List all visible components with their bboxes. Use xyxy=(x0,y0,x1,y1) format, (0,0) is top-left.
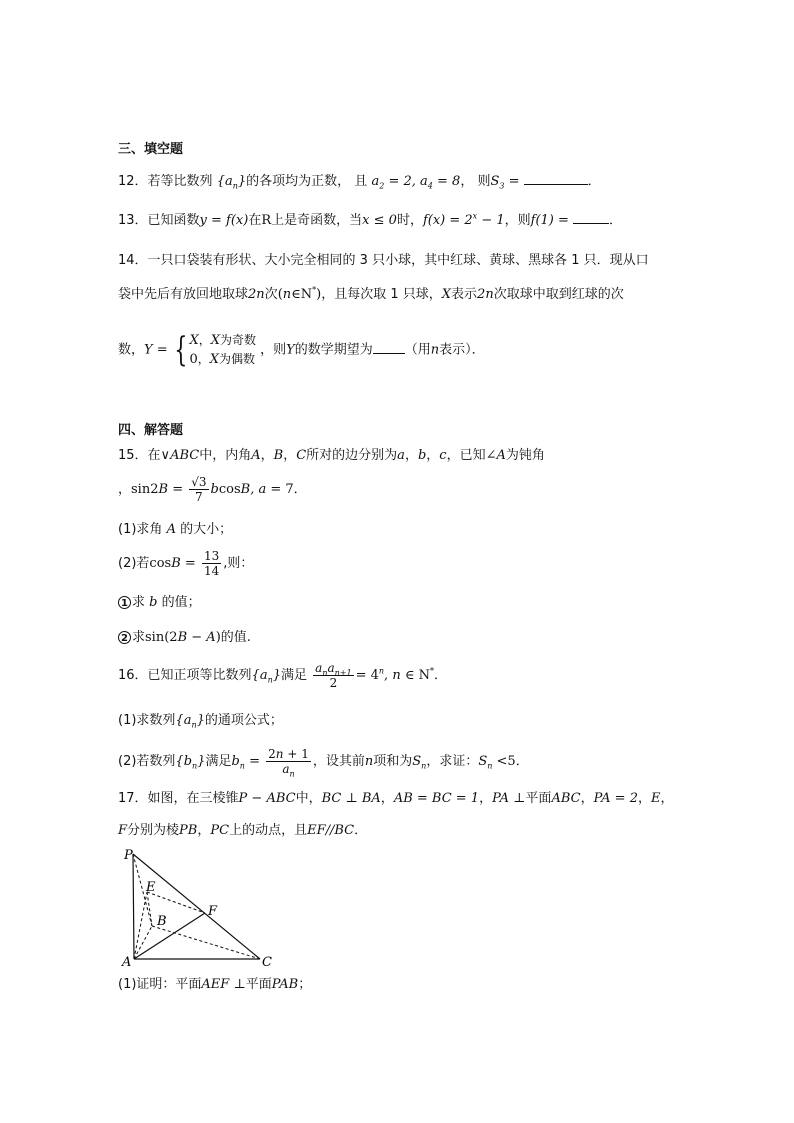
edge-AE xyxy=(134,892,147,959)
question-15-line1: 15．在∨ABC中，内角A，B，C所对的边分别为a，b，c，已知∠A为钝角 xyxy=(118,448,545,463)
question-12: 12．若等比数列 $\{a_n\}$的各项均为正数， 且 $a_2 = 2$, $a_4 = 8$， 则$S_3$ = ． xyxy=(118,174,601,191)
question-15-part1: (1)求角 A 的大小； xyxy=(118,522,233,537)
label-C: C xyxy=(262,955,272,970)
question-17-part1: (1)证明：平面AEF ⊥平面PAB； xyxy=(118,977,312,992)
label-P: P xyxy=(124,848,133,863)
edge-AF xyxy=(134,913,205,959)
answer-blank xyxy=(373,341,405,354)
circled-two-icon: 2 xyxy=(118,631,131,644)
question-15-part2: (2)若cosB = $\frac{13}{14}$ ,则： xyxy=(118,549,254,578)
question-16-part1: (1)求数列$\{a_n\}$的通项公式； xyxy=(118,713,283,730)
question-16-line1: 16．已知正项等比数列$\{a_n\}$满足 $\frac{a_na_{n+1}}{2}$ = $4^n$, n ∈ N*． xyxy=(118,661,447,690)
label-F: F xyxy=(208,904,218,919)
edge-PA xyxy=(133,854,134,959)
question-14-line1: 14．一只口袋装有形状、大小完全相同的 3 只小球，其中红球、黄球、黑球各 1 只．现从口 xyxy=(118,253,649,268)
question-15-sub1: 1 求 b 的值； xyxy=(118,594,201,612)
answer-blank xyxy=(573,211,609,224)
tetrahedron-figure xyxy=(112,842,292,972)
question-16-part2: (2)若数列$\{b_n\}$满足$b_n$ = $\frac{2n + 1}{a_n}$ ，设其前n项和为$S_n$，求证：$S_n <5$． xyxy=(118,747,529,779)
label-B: B xyxy=(157,914,167,929)
question-14-line2: 袋中先后有放回地取球2n次(n∈N*)，且每次取 1 只球，X表示2n次取球中取到红球的次 xyxy=(118,285,624,302)
label-A: A xyxy=(122,955,132,970)
question-14-line3: 数，Y = { X，X为奇数 0，X为偶数 ，则Y的数学期望为 （用n表示）． xyxy=(118,330,485,370)
circled-one-icon: 1 xyxy=(118,596,131,609)
label-E: E xyxy=(146,880,156,895)
edge-PC xyxy=(133,854,260,959)
question-15-sub2: 2 求sin(2B − A)的值. xyxy=(118,629,251,647)
question-13: 13．已知函数y = f(x)在R上是奇函数，当x ≤ 0时，$f(x) = 2^x - 1$，则f(1) = ． xyxy=(118,211,623,228)
question-17-line2: F分别为棱PB，PC上的动点，且EF//BC． xyxy=(118,823,368,838)
question-17-line1: 17．如图，在三棱锥P − ABC中，BC ⊥ BA，AB = BC = 1，PA ⊥平面ABC，PA = 2，E， xyxy=(118,791,674,806)
section-fill-in-title: 三、填空题 xyxy=(118,142,184,157)
edge-BC xyxy=(152,926,260,959)
section-answer-title: 四、解答题 xyxy=(118,423,184,438)
answer-blank xyxy=(524,172,588,185)
edge-EF xyxy=(147,892,205,913)
question-15-line2: ，sin2B = $\frac{√3}{7}$ bcosB, a = 7． xyxy=(118,475,307,504)
piecewise-definition: { X，X为奇数 0，X为偶数 xyxy=(174,330,256,370)
